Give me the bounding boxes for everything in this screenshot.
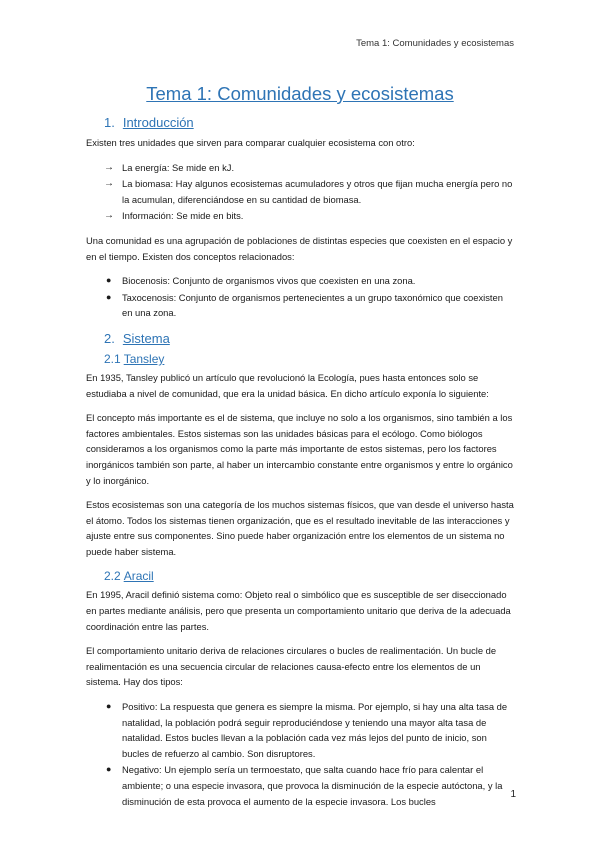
subsection-title: Tansley <box>123 351 165 366</box>
subsection-number: 2.1 <box>104 351 121 366</box>
paragraph: Estos ecosistemas son una categoría de los muchos sistemas físicos, que van desde el universo hasta el átomo. Todos los sistemas tienen organización, que es el resultado inevitable de las interacciones y ajuste entre sus componentes. Sino puede haber organización entre los elementos de un sistema no puede haber sistema. <box>86 499 514 557</box>
arrow-icon: → <box>104 210 114 222</box>
list-item: → La biomasa: Hay algunos ecosistemas acumuladores y otros que fijan mucha energía pero no la acumulan, diferenciándose en su cantidad de biomasa. <box>104 178 513 205</box>
subsection-heading-tansley <box>104 351 514 367</box>
list-item: ● Positivo: La respuesta que genera es siempre la misma. Por ejemplo, si hay una alta tasa de natalidad, la población podrá seguir reproduciéndose y teniendo una mayor alta tasa de natalidad. Estos bucles llevan a la población cada vez más lejos del punto de inicio, son bucles de refuerzo al cambio. Son disruptores. <box>106 701 508 759</box>
bullet-icon: ● <box>106 291 112 302</box>
running-header: Tema 1: Comunidades y ecosistemas <box>356 38 514 49</box>
paragraph: En 1935, Tansley publicó un artículo que revolucionó la Ecología, pues hasta entonces solo se estudiaba a nivel de comunidad, que era la unidad básica. En dicho artículo exponía lo siguiente: <box>86 371 489 399</box>
list-item: → La energía: Se mide en kJ. <box>86 160 514 176</box>
bullet-icon: ● <box>106 701 112 712</box>
document-body <box>86 82 514 818</box>
arrow-icon: → <box>104 161 114 173</box>
bullet-list <box>86 273 514 321</box>
subsection-heading-aracil <box>104 568 514 584</box>
arrow-list <box>86 160 514 224</box>
paragraph: En 1995, Aracil definió sistema como: Objeto real o simbólico que es susceptible de ser diseccionado en partes mediante análisis, pero que presenta un comportamiento unitario que deriva de la adecuada coordinación entre las partes. <box>86 589 511 632</box>
list-item: → Información: Se mide en bits. <box>86 208 514 224</box>
list-item: ● Taxocenosis: Conjunto de organismos pertenecientes a un grupo taxonómico que coexisten en una zona. <box>106 291 503 319</box>
paragraph: Una comunidad es una agrupación de poblaciones de distintas especies que coexisten en el espacio y en el tiempo. Existen dos conceptos relacionados: <box>86 234 513 262</box>
subsection-title: Aracil <box>123 569 154 584</box>
paragraph: El concepto más importante es el de sistema, que incluye no solo a los organismos, sino también a los factores ambientales. Estos sistemas son las unidades básicas para el ecólogo. Como biólogos consideramos a los organismos como la parte más importante de estos sistemas, pero los factores inorgánicos también son parte, al haber un intercambio constante entre organismos y entre lo orgánico y lo inorgánico. <box>86 412 513 486</box>
section-heading-sistema <box>104 330 514 347</box>
paragraph: Existen tres unidades que sirven para comparar cualquier ecosistema con otro: <box>86 137 415 148</box>
section-title: Introducción <box>122 115 194 130</box>
section-number: 2. <box>104 330 115 346</box>
bullet-icon: ● <box>106 275 112 286</box>
section-heading-introduccion <box>104 114 514 131</box>
document-title: Tema 1: Comunidades y ecosistemas <box>146 83 454 104</box>
section-title: Sistema <box>122 330 170 346</box>
bullet-icon: ● <box>106 764 112 775</box>
subsection-number: 2.2 <box>104 569 121 584</box>
paragraph: El comportamiento unitario deriva de relaciones circulares o bucles de realimentación. Un bucle de realimentación es una secuencia circular de relaciones causa-efecto entre los elementos de un sistema. Hay dos tipos: <box>86 645 497 688</box>
list-item: ● Negativo: Un ejemplo sería un termoestato, que salta cuando hace frío para calentar el ambiente; o una especie invasora, que provoca la disminución de la especie autóctona, y la disminución de esta provoca el aumento de la especie invasora. Los bucles <box>106 764 503 807</box>
page-number: 1 <box>510 789 516 800</box>
arrow-icon: → <box>104 178 114 190</box>
section-number: 1. <box>104 115 115 130</box>
list-item: ● Biocenosis: Conjunto de organismos vivos que coexisten en una zona. <box>86 273 514 289</box>
bullet-list <box>86 699 514 809</box>
